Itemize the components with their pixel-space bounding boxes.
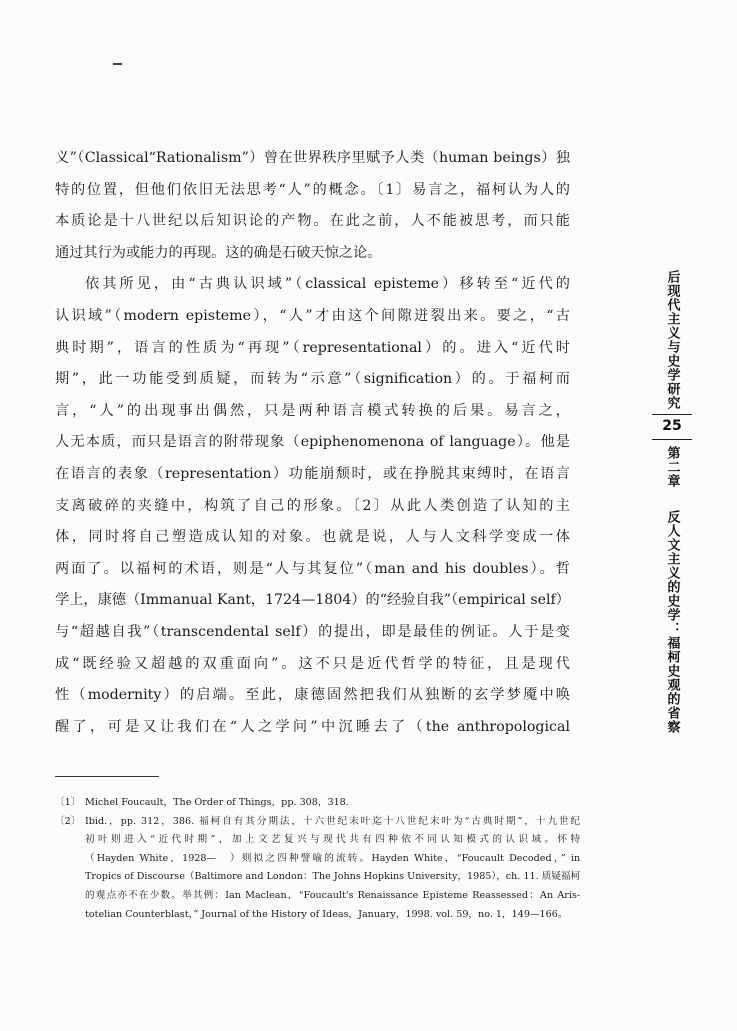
- footnote-line: （Hayden White，1928— ）则拟之四种譬喻的流转。Hayden White，“Foucault Decoded，” in: [85, 852, 581, 864]
- footnote-line: 初叶则进入“近代时期”，加上文艺复兴与现代共有四种依不同认知模式的认识域。怀特: [85, 834, 581, 846]
- text-line: 成“既经验又超越的双重面向”。这不只是近代哲学的特征，且是现代: [55, 655, 570, 672]
- sidebar-rule: [652, 414, 692, 415]
- text-line: 义”（Classical“Rationalism”）曾在世界秩序里赋予人类（human beings）独: [55, 150, 570, 166]
- text-line: 醒了，可是又让我们在“人之学问”中沉睡去了（the anthropological: [55, 718, 570, 735]
- footnote-divider: [55, 776, 159, 777]
- text-line: 依其所见，由“古典认识域”（classical episteme）移转至“近代的: [85, 276, 570, 293]
- text-line: 典时期”，语言的性质为“再现”（representational）的。进入“近代时: [55, 339, 570, 356]
- text-line: 体，同时将自己塑造成认知的对象。也就是说，人与人文科学变成一体: [55, 529, 570, 546]
- text-line: 通过其行为或能力的再现。这的确是石破天惊之论。: [55, 244, 382, 261]
- book-title: 后现代主义与史学研究: [664, 270, 680, 410]
- main-text: [55, 143, 570, 743]
- footnote-marker: 〔2〕: [55, 815, 81, 827]
- text-line: 言，“人”的出现事出偶然，只是两种语言模式转换的后果。易言之，: [55, 402, 570, 419]
- footnote-2: [55, 813, 581, 925]
- footnote-line: Ibid.，pp. 312，386. 福柯自有其分期法，十六世纪末叶迄十八世纪末叶为“古典时期”，十九世纪: [85, 815, 581, 827]
- scan-mark: [113, 63, 122, 65]
- text-line: 人无本质，而只是语言的附带现象（epiphenomenona of language）。他是: [55, 434, 570, 451]
- chapter-number: 第二章: [664, 446, 680, 488]
- footnote-marker: 〔1〕: [55, 797, 81, 808]
- footnotes: [55, 794, 581, 924]
- text-line: 认识域”（modern episteme），“人”才由这个间隙迸裂出来。要之，“古: [55, 307, 570, 324]
- text-line: 两面了。以福柯的术语，则是“人与其复位”（man and his doubles）。哲: [55, 560, 570, 577]
- footnote-line: totelian Counterblast，” Journal of the History of Ideas，January，1998. vol. 59，no. 1，149—166。: [85, 908, 568, 920]
- text-line: 期”，此一功能受到质疑，而转为“示意”（signification）的。于福柯而: [55, 371, 570, 388]
- chapter-title: 反人文主义的史学：福柯史观的省察: [664, 510, 680, 734]
- sidebar-rule: [652, 439, 692, 440]
- text-line: 学上，康德（Immanual Kant，1724—1804）的“经验自我”（empirical self）: [55, 592, 570, 609]
- footnote-line: Tropics of Discourse（Baltimore and London：The Johns Hopkins University，1985），ch. 11. 质疑福柯: [85, 871, 581, 883]
- text-line: 与“超越自我”（transcendental self）的提出，即是最佳的例证。人于是变: [55, 623, 570, 640]
- text-line: 性（modernity）的启端。至此，康德固然把我们从独断的玄学梦魇中唤: [55, 687, 570, 704]
- footnote-line: 的观点亦不在少数。举其例：Ian Maclean，“Foucault's Renaissance Episteme Reassessed：An Aris-: [85, 889, 581, 901]
- footnote-1: [55, 794, 570, 813]
- paragraph-1: [55, 143, 570, 269]
- running-header-sidebar: [657, 270, 687, 734]
- text-line: 本质论是十八世纪以后知识论的产物。在此之前，人不能被思考，而只能: [55, 213, 570, 230]
- text-line: 在语言的表象（representation）功能崩颓时，或在挣脱其束缚时，在语言: [55, 465, 570, 482]
- text-line: 特的位置，但他们依旧无法思考“人”的概念。〔1〕易言之，福柯认为人的: [55, 181, 570, 198]
- paragraph-2: [55, 269, 570, 743]
- page-number: 25: [662, 418, 682, 434]
- footnote-line: Michel Foucault，The Order of Things，pp. 308，318.: [85, 797, 349, 808]
- text-line: 支离破碎的夹缝中，构筑了自己的形象。〔2〕从此人类创造了认知的主: [55, 497, 570, 514]
